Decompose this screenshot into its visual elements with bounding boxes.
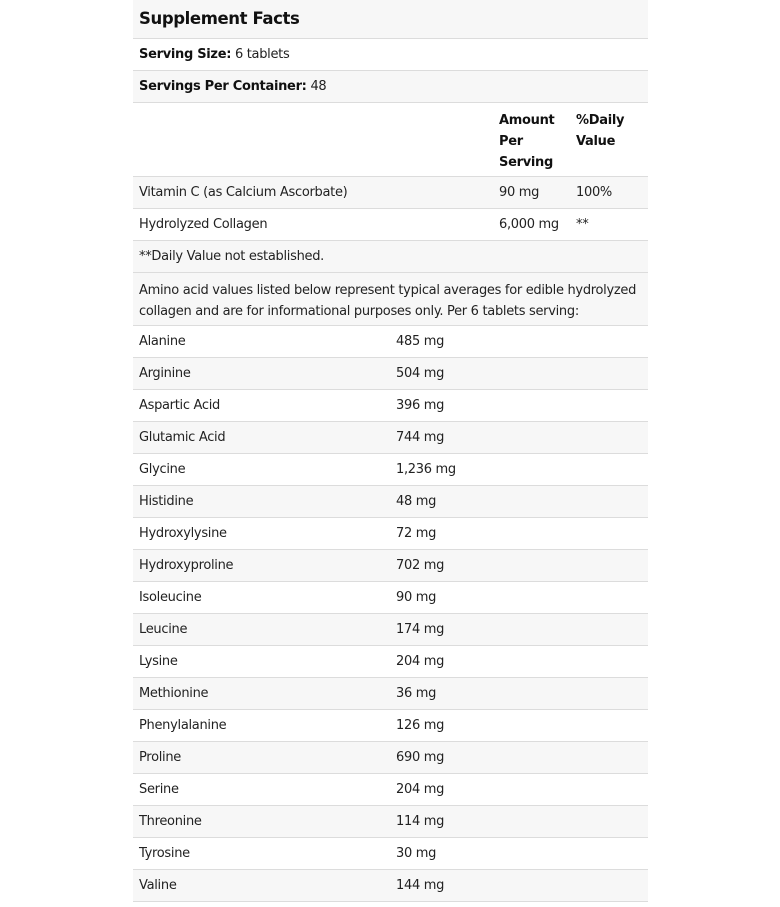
amino-acid-name: Glutamic Acid (139, 430, 226, 445)
amino-acid-name: Tyrosine (139, 846, 190, 861)
amino-acid-amount: 204 mg (396, 782, 445, 797)
servings-per-container-row (133, 71, 648, 103)
amino-acid-name: Proline (139, 750, 181, 765)
amino-acid-name: Histidine (139, 494, 194, 509)
amino-acid-row (133, 614, 648, 646)
amino-acid-name: Hydroxylysine (139, 526, 227, 541)
amino-acid-row (133, 390, 648, 422)
amino-acid-name: Valine (139, 878, 177, 893)
amino-acid-row (133, 806, 648, 838)
amino-acid-row (133, 646, 648, 678)
footnote-row (133, 241, 648, 273)
serving-size-label: Serving Size: (139, 47, 232, 62)
nutrient-daily-value: 100% (576, 185, 612, 200)
amino-acid-row (133, 486, 648, 518)
nutrient-name: Hydrolyzed Collagen (139, 217, 268, 232)
amino-acid-amount: 204 mg (396, 654, 445, 669)
amino-acid-row (133, 710, 648, 742)
amino-acid-amount: 485 mg (396, 334, 445, 349)
amino-acid-name: Methionine (139, 686, 209, 701)
amino-acid-name: Serine (139, 782, 179, 797)
amino-acid-amount: 702 mg (396, 558, 445, 573)
amino-acid-name: Phenylalanine (139, 718, 227, 733)
amino-acid-row (133, 774, 648, 806)
amino-acid-row (133, 742, 648, 774)
amino-acid-amount: 396 mg (396, 398, 445, 413)
amino-acid-amount: 90 mg (396, 590, 437, 605)
amino-acid-name: Alanine (139, 334, 186, 349)
amino-acid-amount: 114 mg (396, 814, 445, 829)
amount-column-header: Amount Per Serving (499, 113, 555, 170)
column-header-row (133, 103, 648, 177)
title-row (133, 0, 648, 39)
amino-note-row (133, 273, 648, 326)
amino-acid-name: Hydroxyproline (139, 558, 234, 573)
nutrient-amount: 90 mg (499, 185, 540, 200)
amino-acid-row (133, 870, 648, 902)
amino-acid-row (133, 582, 648, 614)
nutrient-row (133, 177, 648, 209)
amino-acid-name: Lysine (139, 654, 178, 669)
amino-acid-amount: 72 mg (396, 526, 437, 541)
amino-acid-name: Glycine (139, 462, 186, 477)
servings-per-container-label: Servings Per Container: (139, 79, 307, 94)
amino-acid-amount: 744 mg (396, 430, 445, 445)
amino-acid-name: Threonine (139, 814, 202, 829)
amino-note: Amino acid values listed below represent typical averages for edible hydrolyzed collagen and are for informational purposes only. Per 6 tablets serving: (139, 283, 637, 319)
nutrient-daily-value: ** (576, 217, 589, 232)
amino-acid-amount: 48 mg (396, 494, 437, 509)
amino-acid-row (133, 422, 648, 454)
amino-acid-amount: 144 mg (396, 878, 445, 893)
amino-acid-row (133, 518, 648, 550)
amino-acid-name: Isoleucine (139, 590, 202, 605)
amino-acid-name: Leucine (139, 622, 188, 637)
amino-acid-name: Arginine (139, 366, 191, 381)
serving-size-row (133, 39, 648, 71)
amino-acid-row (133, 550, 648, 582)
amino-acid-amount: 174 mg (396, 622, 445, 637)
nutrient-amount: 6,000 mg (499, 217, 559, 232)
table-title: Supplement Facts (139, 9, 300, 28)
amino-acid-row (133, 454, 648, 486)
amino-acid-row (133, 838, 648, 870)
amino-acid-row (133, 678, 648, 710)
amino-acid-row (133, 326, 648, 358)
amino-acid-name: Aspartic Acid (139, 398, 220, 413)
amino-acid-amount: 504 mg (396, 366, 445, 381)
amino-acid-amount: 36 mg (396, 686, 437, 701)
amino-acid-amount: 690 mg (396, 750, 445, 765)
daily-value-column-header: %Daily Value (576, 113, 625, 149)
serving-size-value: 6 tablets (234, 47, 290, 62)
amino-acid-amount: 30 mg (396, 846, 437, 861)
servings-per-container-value: 48 (310, 79, 327, 94)
amino-acid-list (133, 326, 648, 902)
nutrient-name: Vitamin C (as Calcium Ascorbate) (139, 185, 348, 200)
amino-acid-amount: 126 mg (396, 718, 445, 733)
nutrient-row (133, 209, 648, 241)
amino-acid-amount: 1,236 mg (396, 462, 456, 477)
amino-acid-row (133, 358, 648, 390)
supplement-facts-table (133, 0, 648, 902)
footnote: **Daily Value not established. (139, 249, 324, 264)
